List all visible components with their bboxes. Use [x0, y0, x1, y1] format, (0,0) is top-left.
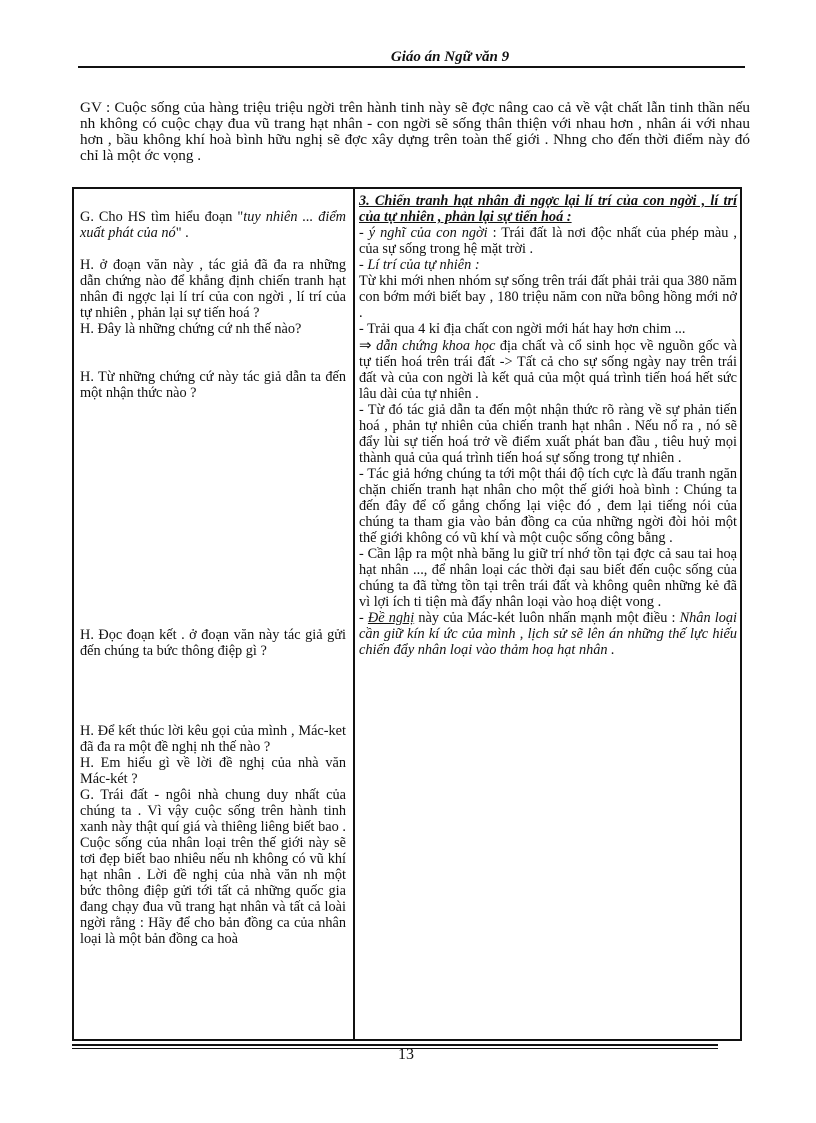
content-item-3: Từ khi mới nhen nhóm sự sống trên trái đất phải trải qua 380 năm con bớm mới biết bay , 180 triệu năm con nữa bông hồng mới nở .	[359, 273, 737, 321]
content-column	[359, 193, 737, 658]
question-5: H. Để kết thúc lời kêu gọi của mình , Mác-ket đã đa ra một đề nghị nh thế nào ?	[80, 723, 346, 755]
section-heading: 3. Chiến tranh hạt nhân đi ngợc lại lí trí của con ngời , lí trí của tự nhiên , phản lại sự tiến hoá :	[359, 193, 737, 225]
footer-rule	[72, 1044, 718, 1046]
footer-rule-thin	[72, 1048, 718, 1049]
right-arrow-icon: ⇒	[359, 336, 372, 354]
content-item-9: - Đề nghị này của Mác-két luôn nhấn mạnh một điều : Nhân loại cần giữ kín kí ức của mình , lịch sử sẽ lên án những thế lực hiếu chiến đẩy nhân loại vào thảm hoạ hạt nhân .	[359, 610, 738, 658]
content-item-1: - ý nghĩ của con ngời : Trái đất là nơi độc nhất của phép màu , của sự sống trong hệ mặt trời .	[359, 225, 737, 257]
question-2: H. Đây là những chứng cứ nh thế nào?	[80, 321, 302, 337]
question-4: H. Đọc đoạn kết . ở đoạn văn này tác giả gửi đến chúng ta bức thông điệp gì ?	[80, 627, 346, 659]
question-1: H. ở đoạn văn này , tác giả đã đa ra những dẫn chứng nào để khẳng định chiến tranh hạt nhân đi ngợc lại lí trí của con ngời , lí trí của tự nhiên , phản lại sự tiến hoá ?	[80, 257, 346, 321]
teacher-instruction: G. Cho HS tìm hiểu đoạn "tuy nhiên ... điểm xuất phát của nó" .	[80, 209, 347, 241]
page-header-title: Giáo án Ngữ văn 9	[390, 49, 510, 65]
intro-paragraph: GV : Cuộc sống của hàng triệu triệu ngời trên hành tinh này sẽ đợc nâng cao cả về vật chất lẫn tinh thần nếu nh không có cuộc chạy đua vũ trang hạt nhân - con ngời sẽ sống thân thiện với nhau hơn , nhân ái với nhau hơn , bầu không khí hoà bình hữu nghị sẽ đợc xây dựng trên toàn thế giới . Nhng cho đến thời điểm này đó chỉ là một ớc vọng .	[80, 99, 750, 164]
content-item-2: - Lí trí của tự nhiên :	[359, 257, 480, 273]
teacher-explanation: G. Trái đất - ngôi nhà chung duy nhất của chúng ta . Vì vậy cuộc sống trên hành tinh xanh này thật quí giá và thiêng liêng biết bao . Cuộc sống của nhân loại trên thế giới này sẽ tơi đẹp biết bao nhiêu nếu nh không có vũ khí hạt nhân . Lời đề nghị của nhà văn nh một bức thông điệp gửi tới tất cả những quốc gia đang chạy đua vũ trang hạt nhân và tất cả loài ngời rằng : Hãy để cho bản đồng ca của nhân loại là một bản đồng ca hoà	[80, 787, 346, 947]
content-item-6: - Từ đó tác giả dẫn ta đến một nhận thức rõ ràng về sự phản tiến hoá , phản tự nhiên của chiến tranh hạt nhân . Nếu nổ ra , nó sẽ đẩy lùi sự tiến hoá trở về điểm xuất phát ban đầu , tiêu huỷ mọi thành quả của quá trình tiến hoá sự sống trong tự nhiên .	[359, 402, 737, 466]
content-item-4: - Trải qua 4 kỉ địa chất con ngời mới hát hay hơn chim ...	[359, 321, 686, 337]
lesson-table	[72, 187, 742, 1041]
content-item-7: - Tác giả hớng chúng ta tới một thái độ tích cực là đấu tranh ngăn chặn chiến tranh hạt nhân cho một thế giới hoà bình : Chúng ta đến đây để cố gắng chống lại việc đó , đem lại tiếng nói của chúng ta tham gia vào bản đồng ca của những ngời đòi hỏi một thế giới không có vũ khí và một cuộc sống công bằng .	[359, 466, 737, 546]
column-divider	[353, 189, 355, 1039]
teacher-questions-column	[80, 209, 346, 947]
page-number: 13	[398, 1046, 414, 1063]
question-3: H. Từ những chứng cứ này tác giả dẫn ta đến một nhận thức nào ?	[80, 369, 346, 401]
question-6: H. Em hiểu gì về lời đề nghị của nhà văn Mác-két ?	[80, 755, 346, 787]
content-item-5: ⇒ dẫn chứng khoa học địa chất và cổ sinh học về nguồn gốc và tự tiến hoá trên trái đất -> Tất cả cho sự sống ngày nay trên trái đất và của con ngời là kết quả của một quá trình tiến hoá hết sức lâu dài của tự nhiên .	[359, 336, 738, 402]
header-rule	[78, 66, 745, 68]
content-item-8: - Cần lập ra một nhà băng lu giữ trí nhớ tồn tại đợc cả sau tai hoạ hạt nhân ..., để nhân loại các thời đại sau biết đến cuộc sống của chúng ta đã từng tồn tại trên trái đất và không quên những kẻ đã vì lợi ích ti tiện mà đẩy nhân loại vào hoạ diệt vong .	[359, 546, 737, 610]
